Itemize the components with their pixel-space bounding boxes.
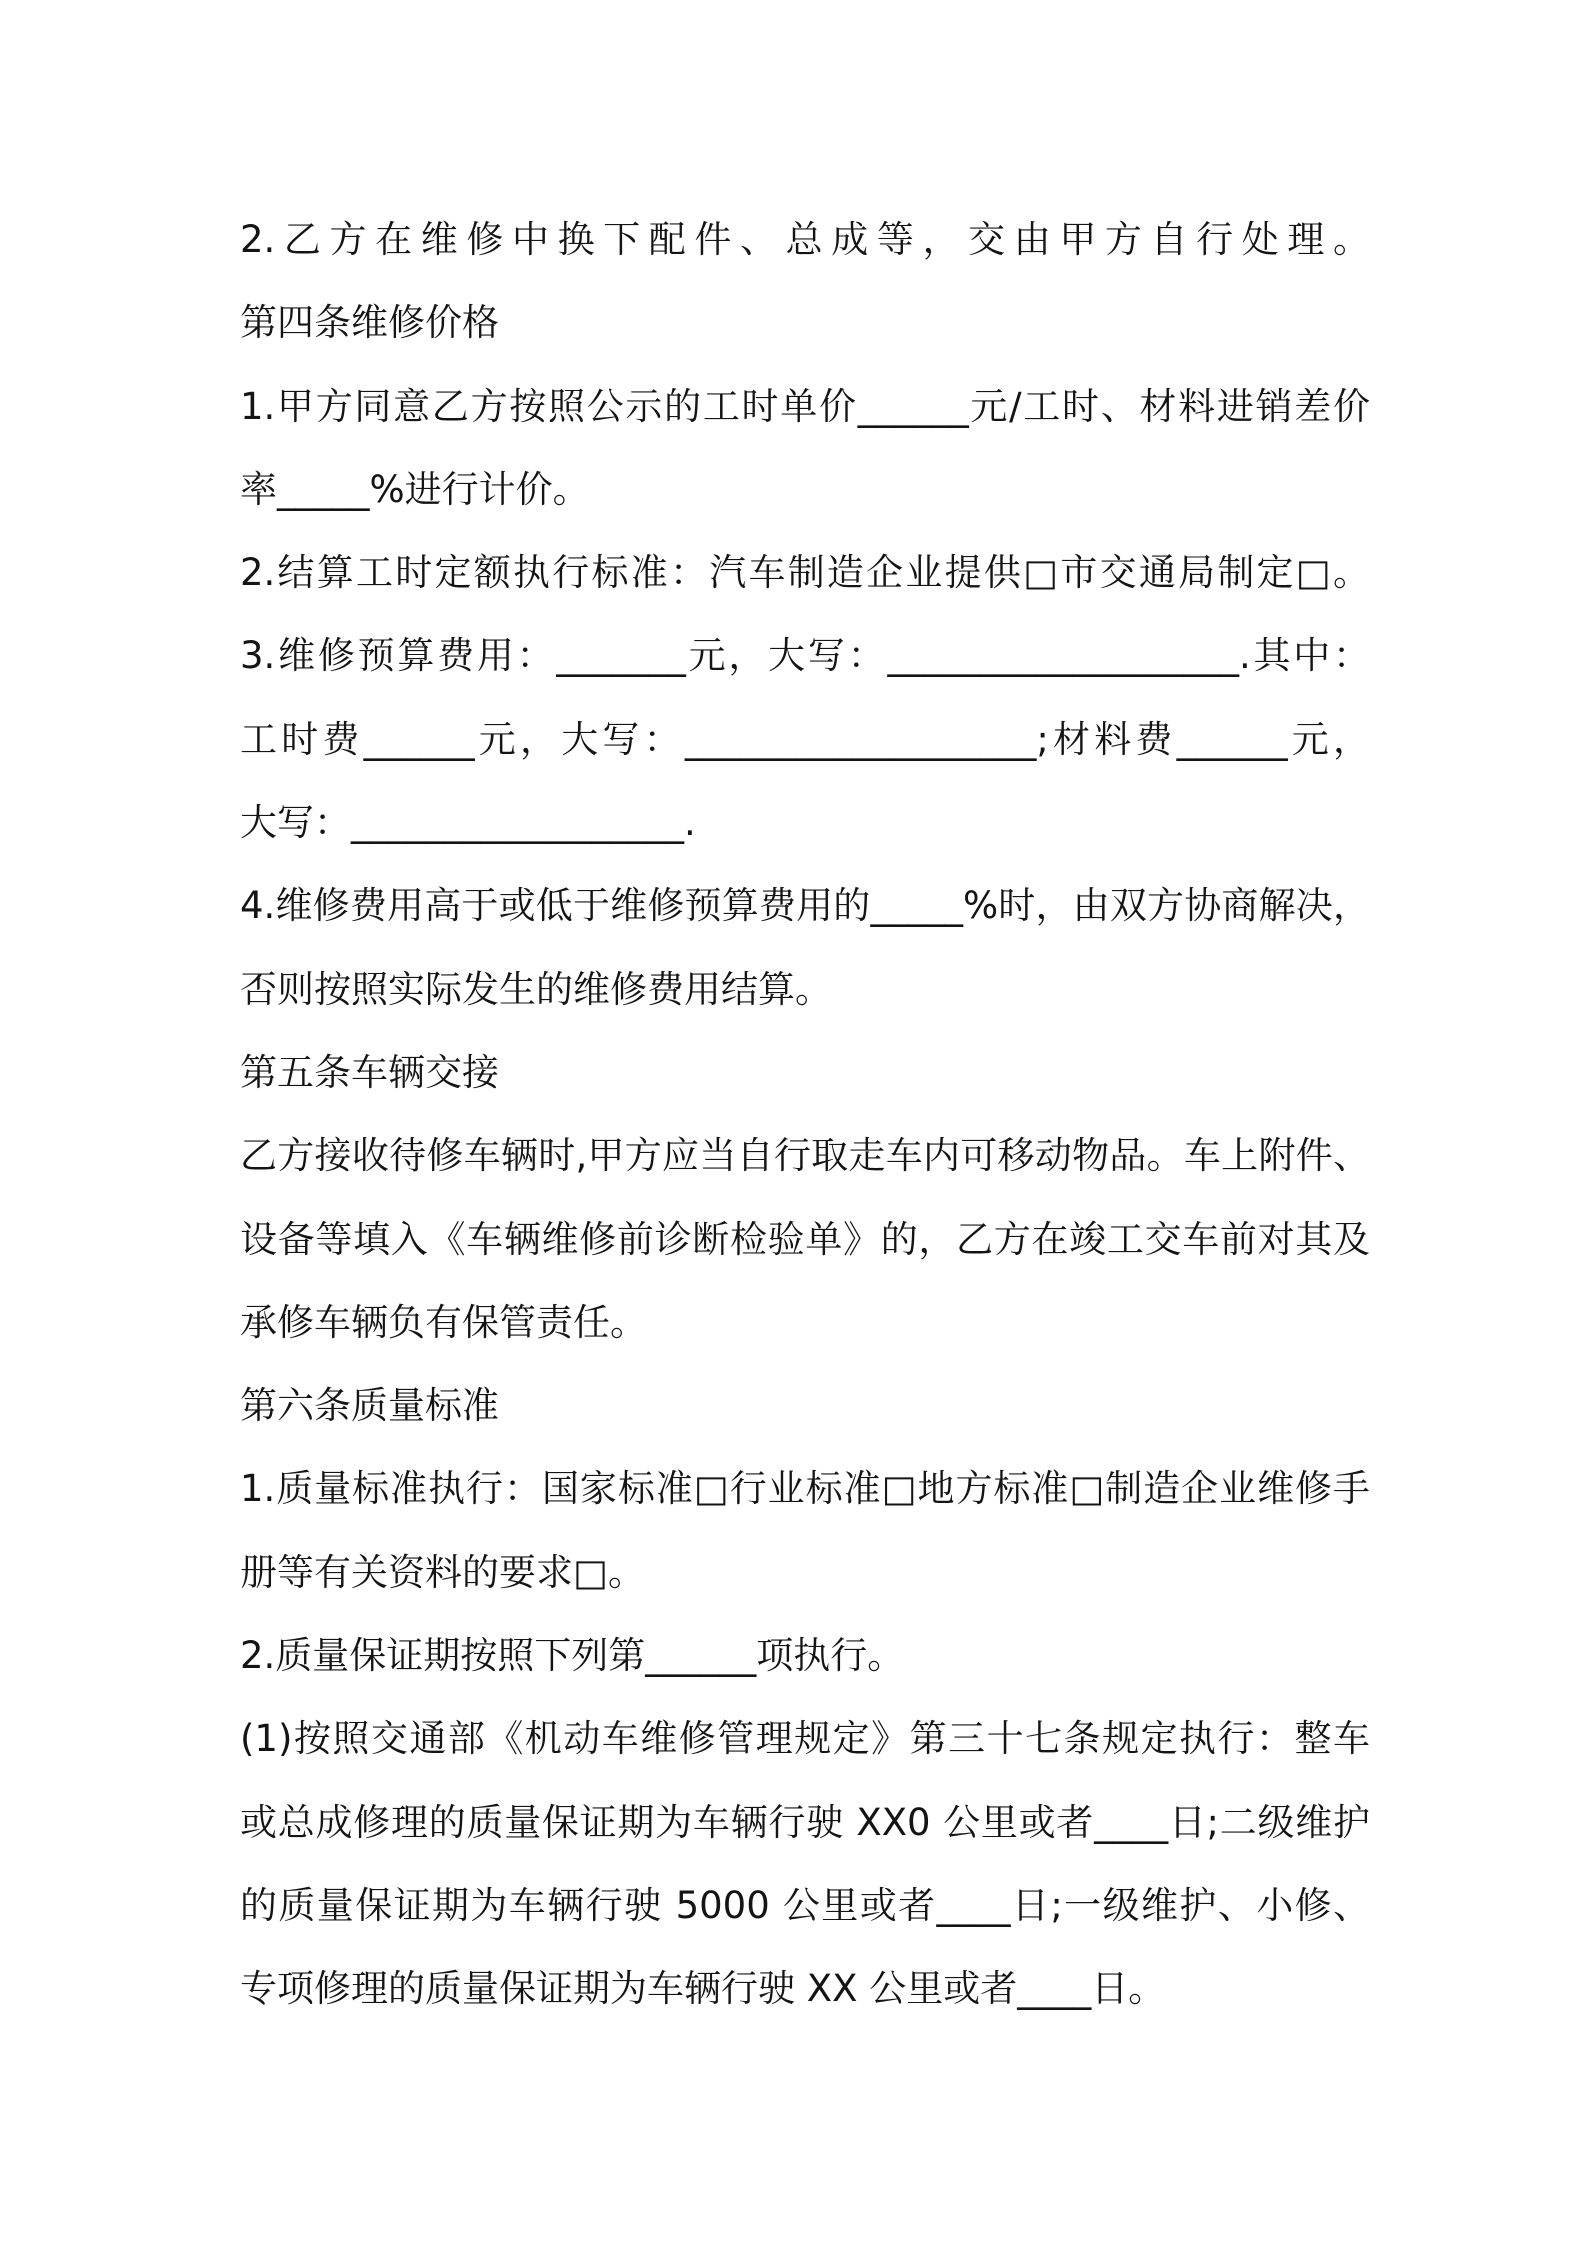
paragraph-line: 或总成修理的质量保证期为车辆行驶 XX0 公里或者____日;二级维护 [240,1800,1370,1844]
paragraph-line: 工时费______元，大写：___________________;材料费______元， [240,717,1370,761]
paragraph-line: 专项修理的质量保证期为车辆行驶 XX 公里或者____日。 [240,1967,1166,2011]
paragraph-line: 否则按照实际发生的维修费用结算。 [240,967,832,1011]
paragraph-line: 1.甲方同意乙方按照公示的工时单价______元/工时、材料进销差价 [240,384,1370,428]
paragraph-line: 2.质量保证期按照下列第______项执行。 [240,1634,905,1678]
paragraph-line: 2.乙方在维修中换下配件、总成等，交由甲方自行处理。 [240,218,1370,261]
paragraph-line: (1)按照交通部《机动车维修管理规定》第三十七条规定执行：整车 [240,1717,1370,1761]
paragraph-line: 2.结算工时定额执行标准：汽车制造企业提供□市交通局制定□。 [240,551,1370,595]
paragraph-line: 大写：__________________. [240,801,696,845]
paragraph-line: 的质量保证期为车辆行驶 5000 公里或者____日;一级维护、小修、 [240,1883,1370,1927]
paragraph-line: 1.质量标准执行：国家标准□行业标准□地方标准□制造企业维修手 [240,1467,1370,1511]
paragraph-line: 4.维修费用高于或低于维修预算费用的_____%时，由双方协商解决， [240,884,1370,928]
section-heading: 第四条维修价格 [240,301,499,345]
document-body [240,198,1370,2031]
paragraph-line: 承修车辆负有保管责任。 [240,1300,647,1344]
paragraph-line: 3.维修预算费用：_______元，大写：___________________.其中： [240,634,1370,678]
paragraph-line: 乙方接收待修车辆时,甲方应当自行取走车内可移动物品。车上附件、 [240,1134,1370,1178]
paragraph-line: 设备等填入《车辆维修前诊断检验单》的，乙方在竣工交车前对其及 [240,1217,1370,1261]
section-heading: 第五条车辆交接 [240,1050,499,1094]
paragraph-line: 率_____%进行计价。 [240,467,590,511]
section-heading: 第六条质量标准 [240,1384,499,1428]
paragraph-line: 册等有关资料的要求□。 [240,1550,645,1594]
